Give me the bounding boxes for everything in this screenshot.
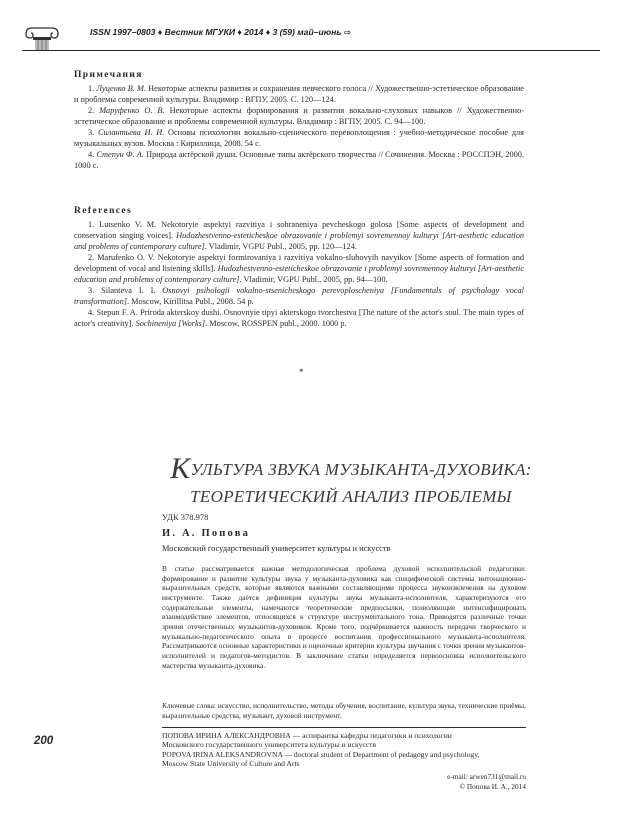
reference-item <box>74 285 524 307</box>
note-item-part: 4. <box>88 150 97 159</box>
reference-item <box>74 252 524 285</box>
reference-item-part: 2. Marufenko O. V. Nekotoryie aspektyi formirovaniya i razvitiya vokalno-sluhovyih navyikov [Some aspects of formation and development of vocal and listening skills]. <box>74 253 524 273</box>
note-item-part: Некоторые аспекты развития и сохранения певческого голоса // Художественно-эстетическое образование и проблемы современной культуры. Владимир : ВГПУ, 2005. С. 120—124. <box>74 84 524 104</box>
reference-item-part: Hudozhestvenno-esteticheskoe obrazovanie i problemyi sovremennoy kulturyi [Art-aesthetic education and problems of contemporary culture] <box>74 264 525 284</box>
references-heading: References <box>74 206 133 216</box>
note-item-part: Маруфенко О. В. <box>99 106 165 115</box>
note-item-part: Силантьева И. И. <box>97 128 165 137</box>
note-item <box>74 83 524 105</box>
reference-item-part: . Vladimir, VGPU Publ., 2005, pp. 120—124. <box>204 242 357 251</box>
reference-item-part: . Vladimir, VGPU Publ., 2005, pp. 94—100. <box>239 275 388 284</box>
header-divider <box>22 50 600 51</box>
reference-item-part: 3. Silanteva I. I. <box>88 286 163 295</box>
author-info-ru-2: Московского государственного университета культуры и искусств <box>162 740 377 749</box>
article-title <box>136 449 566 507</box>
reference-item-part: 1. Lutsenko V. M. Nekotoryie aspektyi razvitiya i sohraneniya pevcheskogo golosa [Some aspects of development and conservation singing voices]. <box>74 220 524 240</box>
article-abstract: В статье рассматривается важная методологическая проблема духовой исполнительской педагогики: формирование и развитие культуры звука у музыканта-духовика как специфической системы интонационно-выразительных средств, которые являются важными составляющими процесса звукоизвлечения на духовом инструменте. Также даётся дефиниция культуры звука музыканта-исполнителя, характеризуются его содержательные элементы, намечаются теоретические предпосылки, позволяющие интенсифицировать взаимодействие элементов, относящихся к структуре инструментального тона. Приводятся различные точки зрения отечественных музыкантов-духовиков. Кроме того, подчёркивается важность передачи творческого и музыкально-педагогического опыта в процессе воспитания профессионального музыканта-исполнителя. Рассматриваются основные характеристики и оценочные критерии культуры звучания с точки зрения музыкантов-исполнителей и педагогов-методистов. В заключение статьи определяется первоосновна исполнительского мастерства музыканта-духовика. <box>162 564 526 670</box>
note-item-part: Некоторые аспекты формирования и развития вокально-слуховых навыков // Художественно-эстетическое образование и проблемы современной культуры. Владимир : ВГПУ, 2005. С. 94—100. <box>74 106 524 126</box>
reference-item-part: Sochineniya [Works] <box>135 319 206 328</box>
journal-header: ISSN 1997–0803 ♦ Вестник МГУКИ ♦ 2014 ♦ 3 (59) май–июнь ⇨ <box>90 27 352 37</box>
references-list <box>74 219 524 329</box>
author-affiliation: Московский государственный университет культуры и искусств <box>162 544 391 553</box>
note-item-part: Природа актёрской души. Основные типы актёрского творчества // Сочинения. Москва : РОССПЭН, 2000. 1000 с. <box>74 150 524 170</box>
reference-item-part: . Moscow, Kirillitsa Publ., 2008. 54 p. <box>127 297 254 306</box>
notes-list <box>74 83 524 171</box>
title-line-2: ТЕОРЕТИЧЕСКИЙ АНАЛИЗ ПРОБЛЕМЫ <box>190 487 512 506</box>
note-item-part: 3. <box>88 128 98 137</box>
author-email: e-mail: arwen731@mail.ru <box>447 772 526 781</box>
journal-logo <box>22 25 62 51</box>
note-item-part: Степун Ф. А. <box>96 150 144 159</box>
title-line-1: УЛЬТУРА ЗВУКА МУЗЫКАНТА-ДУХОВИКА: <box>190 460 532 479</box>
author-name: И. А. Попова <box>162 528 251 539</box>
note-item <box>74 105 524 127</box>
author-info-en-2: Moscow State University of Culture and Arts <box>162 759 300 768</box>
ionic-capital-column-logo <box>22 25 62 51</box>
author-info-en-1: POPOVA IRINA ALEKSANDROVNA — doctoral student of Department of pedagogy and psychology, <box>162 750 480 759</box>
note-item-part: Луценко В. М. <box>96 84 147 93</box>
reference-item <box>74 307 524 329</box>
copyright: © Попова И. А., 2014 <box>459 782 526 791</box>
note-item <box>74 127 524 149</box>
reference-item <box>74 219 524 252</box>
udk-code: УДК 378.978 <box>162 512 209 522</box>
note-item <box>74 149 524 171</box>
title-initial: К <box>170 452 191 485</box>
article-keywords: Ключевые слова: искусство, исполнительство, методы обучения, воспитание, культура звука, технические приёмы, выразительные средства, музыкант, духовой инструмент. <box>162 701 526 720</box>
author-info-ru-1: ПОПОВА ИРИНА АЛЕКСАНДРОВНА — аспирантка кафедры педагогики и психологии <box>162 731 452 740</box>
note-item-part: Основы психологии вокально-сценического перевоплощения : учебно-методическое пособие для музыкальных вузов. Москва : Кириллица, 2008. 54 с. <box>74 128 524 148</box>
footnote-divider <box>162 727 526 728</box>
section-separator: * <box>299 367 304 377</box>
reference-item-part: Hudozhestvenno-esteticheskoe obrazovanie i problemyi sovremennoy kulturyi [Art-aesthetic education and problems of contemporary culture] <box>74 231 524 251</box>
note-item-part: 2. <box>88 106 100 115</box>
page-number: 200 <box>34 735 54 747</box>
reference-item-part: . Moscow, ROSSPEN publ., 2000. 1000 p. <box>205 319 347 328</box>
notes-heading: Примечания <box>74 70 143 80</box>
reference-item-part: Osnovyi psihologii vokalno-stsenicheskogo perevoploscheniya [Fundamentals of psychology vocal transformation] <box>74 286 524 306</box>
reference-item-part: 4. Stepun F. A. Priroda akterskoy dushi. Osnovnyie tipyi akterskogo tvorchestva [The nature of the actor's soul. The main types of actor's creativity]. <box>74 308 524 328</box>
note-item-part: 1. <box>88 84 97 93</box>
